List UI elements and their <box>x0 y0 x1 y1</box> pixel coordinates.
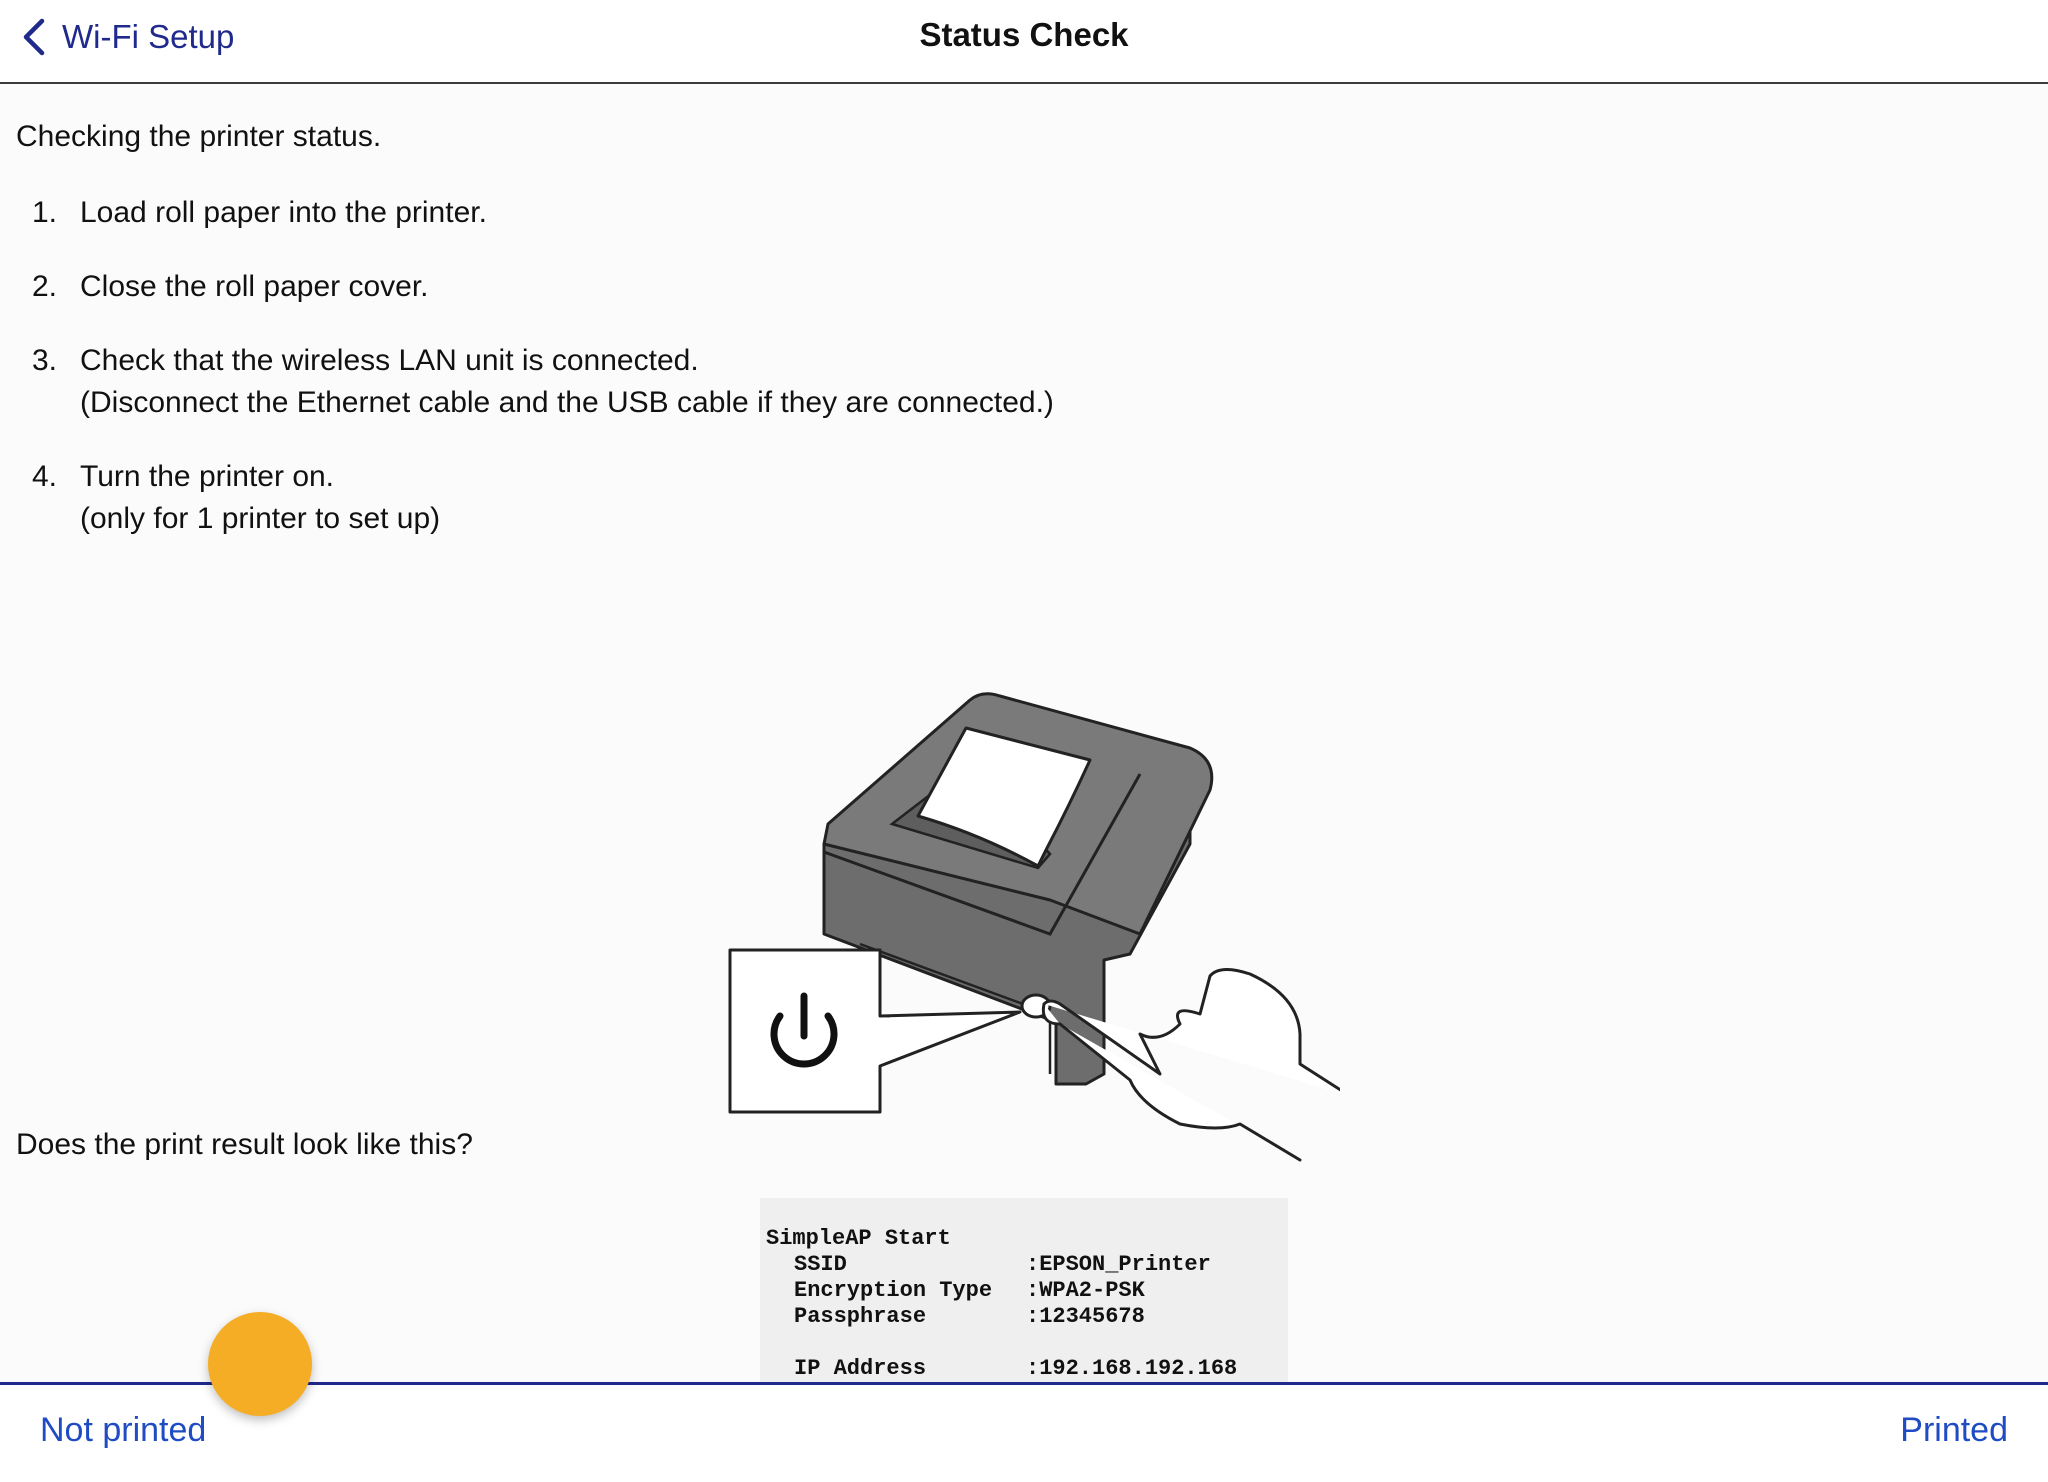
page-title: Status Check <box>919 16 1129 53</box>
receipt-value: :EPSON_Printer <box>1026 1252 1211 1277</box>
step-number: 2. <box>32 270 58 303</box>
receipt-value: :12345678 <box>1026 1304 1145 1329</box>
receipt-row <box>766 1356 1288 1382</box>
receipt-value: :192.168.192.168 <box>1026 1356 1238 1381</box>
step-number: 1. <box>32 196 58 229</box>
step-text: Load roll paper into the printer. <box>80 196 487 229</box>
receipt-row <box>766 1304 1288 1330</box>
receipt-row <box>766 1252 1288 1278</box>
bottom-toolbar <box>0 1382 2048 1482</box>
receipt-key: IP Address <box>794 1356 927 1381</box>
step-item <box>32 456 1832 540</box>
receipt-key: Passphrase <box>794 1304 927 1329</box>
step-text: Close the roll paper cover. <box>80 270 429 303</box>
content-area[interactable] <box>0 84 2048 1382</box>
step-note: (only for 1 printer to set up) <box>80 502 441 535</box>
sample-print-result <box>760 1198 1288 1382</box>
step-item <box>32 340 1832 424</box>
step-text: Check that the wireless LAN unit is connected. <box>80 344 699 377</box>
question-text: Does the print result look like this? <box>16 1128 473 1161</box>
receipt-key: SSID <box>794 1252 847 1277</box>
step-item <box>32 192 1832 234</box>
printer-power-illustration <box>720 604 1340 1164</box>
step-text: Turn the printer on. <box>80 460 335 493</box>
receipt-header: SimpleAP Start <box>766 1226 951 1251</box>
steps-list <box>32 192 1832 572</box>
step-item <box>32 266 1832 308</box>
printed-button[interactable]: Printed <box>1900 1411 2008 1449</box>
receipt-value: :WPA2-PSK <box>1026 1278 1145 1303</box>
step-number: 3. <box>32 344 58 377</box>
back-button-label: Wi-Fi Setup <box>62 18 235 55</box>
step-note: (Disconnect the Ethernet cable and the USB cable if they are connected.) <box>80 386 1054 419</box>
not-printed-button[interactable]: Not printed <box>40 1411 207 1449</box>
step-number: 4. <box>32 460 58 493</box>
navigation-bar <box>0 0 2048 84</box>
touch-indicator <box>208 1312 312 1416</box>
receipt-row <box>766 1278 1288 1304</box>
receipt-key: Encryption Type <box>794 1278 993 1303</box>
intro-text: Checking the printer status. <box>16 120 382 153</box>
